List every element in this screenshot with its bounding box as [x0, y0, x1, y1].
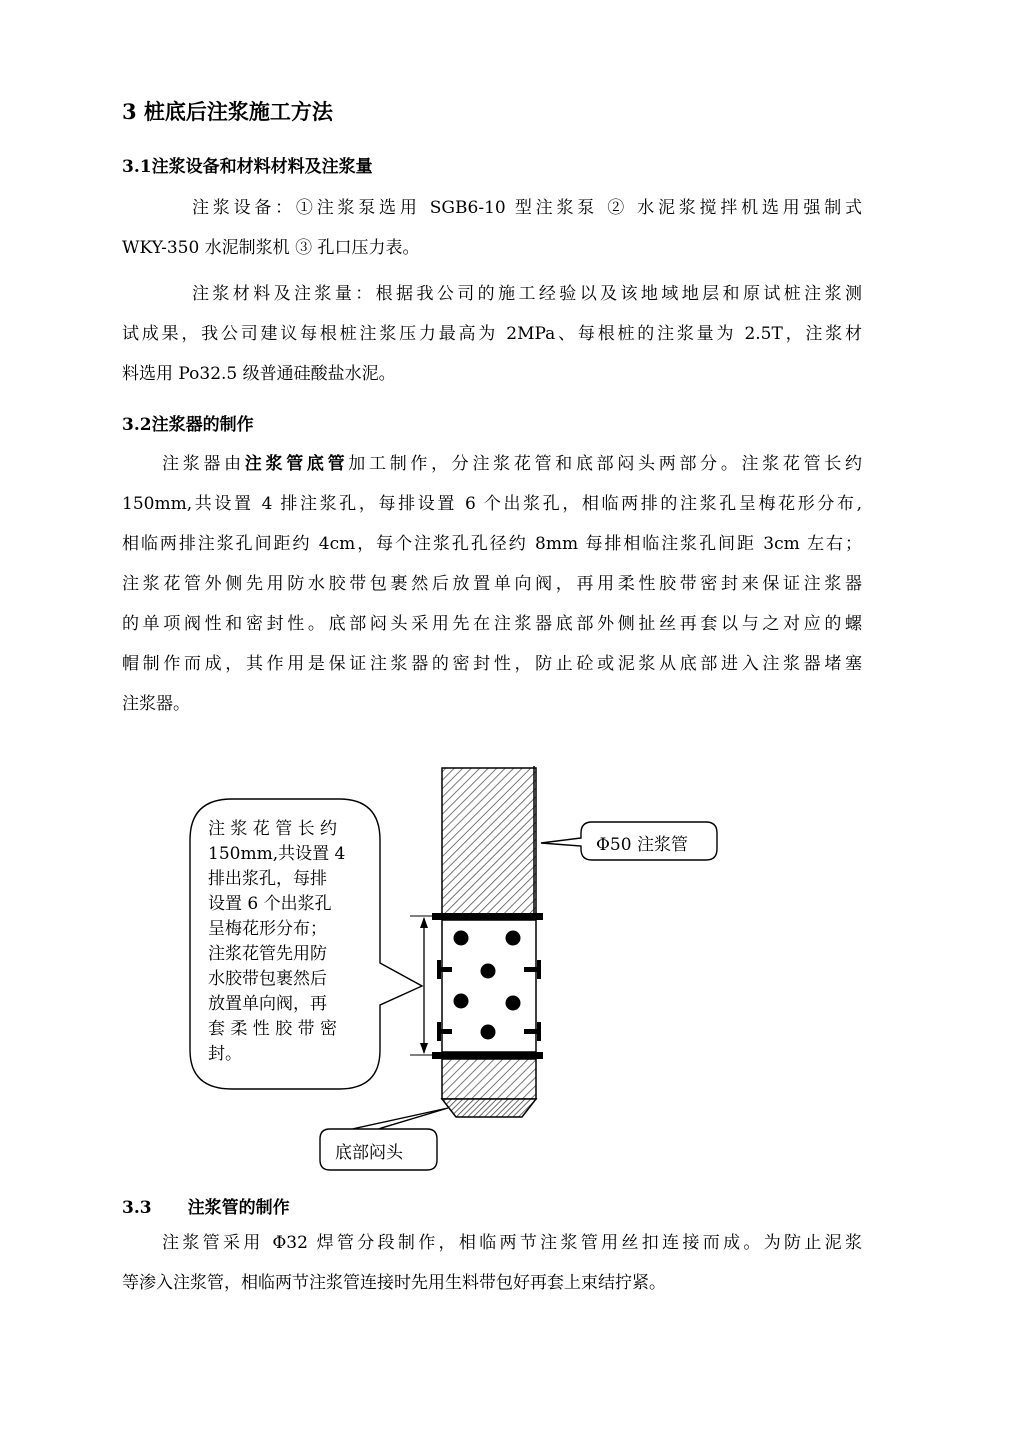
- text-run: 注浆器由: [162, 454, 245, 474]
- hole: [454, 931, 469, 946]
- text-line: 注浆管采用 Φ32 焊管分段制作，相临两节注浆管用丝扣连接而成。为防止泥浆: [162, 1233, 862, 1253]
- callout-line: 注 浆 花 管 长 约: [208, 819, 338, 839]
- text-line: 帽制作而成，其作用是保证注浆器的密封性，防止砼或泥浆从底部进入注浆器堵塞: [122, 654, 862, 674]
- text-run: 加工制作，分注浆花管和底部闷头两部分。注浆花管长约: [348, 454, 863, 474]
- text-line: 注浆花管外侧先用防水胶带包裹然后放置单向阀，再用柔性胶带密封来保证注浆器: [122, 574, 862, 594]
- text-line: 注浆设备：①注浆泵选用 SGB6-10 型注浆泵 ② 水泥浆搅拌机选用强制式: [192, 198, 862, 218]
- callout-line: 呈梅花形分布；: [208, 919, 327, 939]
- bottom-plug: [442, 1099, 536, 1117]
- heading-number: 3.3: [122, 1198, 152, 1218]
- heading-3-1: 3.1注浆设备和材料材料及注浆量: [122, 157, 373, 177]
- heading-text: 注浆管的制作: [187, 1198, 290, 1218]
- hole: [481, 1025, 496, 1040]
- callout-line: 设置 6 个出浆孔: [208, 894, 332, 914]
- pipe-lower-section: [442, 1059, 536, 1099]
- callout-line: 150mm,共设置 4: [208, 844, 346, 864]
- bottom-plug-label: 底部闷头: [335, 1143, 403, 1163]
- top-collar: [432, 913, 543, 920]
- text-line: 150mm,共设置 4 排注浆孔，每排设置 6 个出浆孔，相临两排的注浆孔呈梅花形分布,: [122, 494, 862, 514]
- text-line: 注浆器。: [122, 694, 190, 714]
- heading-3-3: [122, 1193, 290, 1218]
- bold-term: 注浆管底管: [244, 454, 349, 474]
- pipe-label: Φ50 注浆管: [596, 835, 688, 855]
- hole: [506, 996, 521, 1011]
- text-line: 料选用 Po32.5 级普通硅酸盐水泥。: [122, 364, 396, 384]
- callout-line: 放置单向阀，再: [208, 994, 327, 1014]
- paragraph-grout-pipe: [122, 1223, 862, 1303]
- pipe-upper-section: [442, 768, 536, 914]
- text-line: 相临两排注浆孔间距约 4cm，每个注浆孔孔径约 8mm 每排相临注浆孔间距 3cm 左右；: [122, 534, 862, 554]
- text-line: 的单项阀性和密封性。底部闷头采用先在注浆器底部外侧扯丝再套以与之对应的螺: [122, 614, 862, 634]
- text-line: WKY-350 水泥制浆机 ③ 孔口压力表。: [122, 238, 420, 258]
- hole: [481, 964, 496, 979]
- callout-line: 水胶带包裹然后: [208, 969, 327, 989]
- hole: [506, 931, 521, 946]
- heading-3-2: 3.2注浆器的制作: [122, 415, 254, 435]
- callout-text: [208, 817, 366, 1067]
- callout-line: 排出浆孔，每排: [208, 869, 327, 889]
- callout-line: 注浆花管先用防: [208, 944, 327, 964]
- text-line: 等渗入注浆管，相临两节注浆管连接时先用生料带包好再套上束结拧紧。: [122, 1273, 666, 1293]
- section-title: 3 桩底后注浆施工方法: [122, 99, 333, 124]
- hole: [454, 994, 469, 1009]
- text-line: 试成果，我公司建议每根桩注浆压力最高为 2MPa、每根桩的注浆量为 2.5T，注浆材: [122, 324, 862, 344]
- text-line: 注浆材料及注浆量：根据我公司的施工经验以及该地域地层和原试桩注浆测: [192, 284, 862, 304]
- callout-line: 套 柔 性 胶 带 密: [208, 1019, 338, 1039]
- bottom-collar: [432, 1052, 543, 1059]
- callout-line: 封。: [208, 1044, 242, 1064]
